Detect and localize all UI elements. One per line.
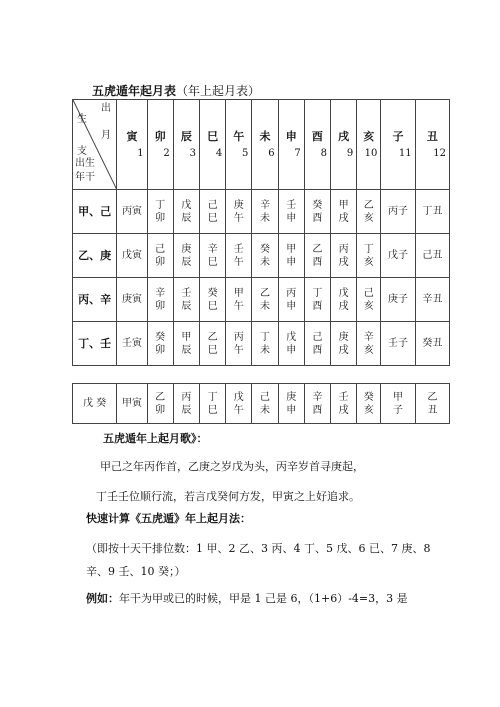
table-cell [304, 190, 330, 234]
cell-text: 戌 [338, 300, 349, 312]
header-row [73, 100, 450, 190]
cell-text: 丑 [427, 404, 438, 416]
header-cell [415, 100, 449, 190]
cell-text: 申 [286, 212, 297, 224]
cell-text: 未 [259, 300, 270, 312]
cell-text: 庚 [338, 331, 349, 343]
cell-text: 丙子 [388, 206, 409, 217]
table-cell [173, 278, 199, 322]
table-cell [252, 322, 278, 366]
cell-text: 午 [233, 256, 244, 268]
table-cell [147, 190, 173, 234]
cell-text: 卯 [155, 256, 166, 268]
table-cell [252, 234, 278, 278]
table-cell [173, 234, 199, 278]
cell-text: 未 [259, 404, 270, 416]
header-number: 8 [320, 147, 327, 159]
table-cell [226, 384, 252, 424]
cell-text: 亥 [363, 344, 374, 356]
corner-label-3: 月 [101, 130, 111, 141]
table-cell [304, 384, 330, 424]
table-cell [226, 278, 252, 322]
header-zhi: 卯 [154, 129, 166, 143]
table-row [73, 322, 450, 366]
cell-text: 庚 [233, 199, 244, 211]
cell-text: 申 [286, 344, 297, 356]
table-cell [147, 278, 173, 322]
header-zhi: 寅 [126, 129, 138, 143]
cell-text: 乙 [259, 287, 270, 299]
cell-text: 壬 [286, 199, 297, 211]
cell-text: 酉 [312, 404, 323, 416]
table-cell [117, 384, 147, 424]
cell-text: 庚 [286, 391, 297, 403]
header-zhi: 亥 [363, 129, 375, 143]
table-cell [331, 322, 357, 366]
cell-text: 申 [286, 404, 297, 416]
table-cell [226, 190, 252, 234]
table-cell [381, 234, 415, 278]
table-cell [117, 190, 147, 234]
table-cell [147, 322, 173, 366]
cell-text: 酉 [312, 300, 323, 312]
month-table [72, 99, 450, 366]
cell-text: 丙 [181, 391, 192, 403]
cell-text: 甲 [393, 391, 404, 403]
table-cell [199, 190, 225, 234]
table-cell [252, 278, 278, 322]
cell-text: 戊寅 [121, 250, 142, 261]
header-zhi: 酉 [311, 129, 323, 143]
table-cell [252, 190, 278, 234]
cell-text: 丁 [259, 331, 270, 343]
header-zhi: 辰 [180, 129, 192, 143]
table-cell [278, 190, 304, 234]
cell-text: 甲 [286, 243, 297, 255]
example-text: 年干为甲或已的时候，甲是 1 己是 6，（1+6）-4=3，3 是 [119, 592, 408, 605]
header-number: 6 [268, 147, 275, 159]
header-cell [304, 100, 330, 190]
header-cell [357, 100, 381, 190]
table-title-main: 五虎遁年起月表 [92, 84, 177, 98]
cell-text: 午 [233, 212, 244, 224]
example-line [86, 590, 408, 606]
cell-text: 乙 [155, 391, 166, 403]
corner-cell [73, 100, 117, 190]
cell-text: 乙 [312, 243, 323, 255]
cell-text: 申 [286, 300, 297, 312]
cell-text: 辛 [155, 287, 166, 299]
table-cell [415, 278, 449, 322]
cell-text: 己 [312, 331, 323, 343]
table-cell [173, 384, 199, 424]
cell-text: 酉 [312, 256, 323, 268]
table-title [92, 82, 260, 99]
table-title-sub: （年上起月表） [176, 84, 261, 98]
cell-text: 戊 [286, 331, 297, 343]
table-row [73, 384, 450, 424]
table-cell [381, 384, 415, 424]
row-label: 甲、己 [73, 190, 117, 234]
header-number: 11 [398, 147, 412, 159]
cell-text: 己 [259, 391, 270, 403]
table-cell [331, 278, 357, 322]
cell-text: 亥 [363, 404, 374, 416]
table-gap [72, 372, 450, 383]
header-number: 3 [189, 147, 196, 159]
table-cell [117, 322, 147, 366]
table-cell [331, 190, 357, 234]
cell-text: 丙 [338, 243, 349, 255]
cell-text: 辛 [207, 243, 218, 255]
cell-text: 丁 [155, 199, 166, 211]
header-cell [252, 100, 278, 190]
table-cell [357, 234, 381, 278]
table-cell [117, 278, 147, 322]
cell-text: 辛 [363, 331, 374, 343]
cell-text: 巳 [207, 212, 218, 224]
cell-text: 辰 [181, 256, 192, 268]
table-cell [199, 234, 225, 278]
table-cell [381, 278, 415, 322]
cell-text: 己 [363, 287, 374, 299]
cell-text: 亥 [363, 256, 374, 268]
header-cell [226, 100, 252, 190]
table-cell [252, 384, 278, 424]
cell-text: 戌 [338, 256, 349, 268]
cell-text: 巳 [207, 344, 218, 356]
header-zhi: 未 [259, 129, 271, 143]
table-cell [278, 234, 304, 278]
cell-text: 戌 [338, 344, 349, 356]
header-number: 10 [364, 147, 378, 159]
header-cell [331, 100, 357, 190]
cell-text: 癸 [155, 331, 166, 343]
cell-text: 乙 [363, 199, 374, 211]
cell-text: 卯 [155, 300, 166, 312]
cell-text: 卯 [155, 212, 166, 224]
calc-line-2: 辛、9 壬、10 癸；） [86, 565, 186, 578]
table-cell [278, 384, 304, 424]
table-cell [304, 278, 330, 322]
header-number: 1 [137, 147, 144, 159]
header-number: 5 [242, 147, 249, 159]
table-cell [381, 322, 415, 366]
table-cell [199, 278, 225, 322]
row-label: 戊 癸 [73, 384, 117, 424]
table-cell [117, 234, 147, 278]
cell-text: 壬子 [388, 338, 409, 349]
cell-text: 未 [259, 344, 270, 356]
table-cell [331, 384, 357, 424]
table-row [73, 278, 450, 322]
cell-text: 乙 [207, 331, 218, 343]
table-cell [357, 322, 381, 366]
header-zhi: 巳 [207, 129, 219, 143]
cell-text: 戊子 [388, 250, 409, 261]
cell-text: 壬 [181, 287, 192, 299]
cell-text: 己 [155, 243, 166, 255]
cell-text: 辰 [181, 300, 192, 312]
cell-text: 酉 [312, 344, 323, 356]
cell-text: 卯 [155, 404, 166, 416]
header-cell [147, 100, 173, 190]
table-cell [357, 384, 381, 424]
cell-text: 亥 [363, 212, 374, 224]
cell-text: 戊 [338, 287, 349, 299]
cell-text: 巳 [207, 300, 218, 312]
cell-text: 丁 [363, 243, 374, 255]
table-cell [415, 384, 449, 424]
header-number: 12 [433, 147, 446, 159]
cell-text: 癸丑 [422, 338, 443, 349]
cell-text: 戊 [233, 391, 244, 403]
cell-text: 壬寅 [121, 338, 142, 349]
cell-text: 巳 [207, 256, 218, 268]
table-cell [331, 234, 357, 278]
cell-text: 丙寅 [121, 206, 142, 217]
table-row [73, 234, 450, 278]
header-cell [199, 100, 225, 190]
cell-text: 亥 [363, 300, 374, 312]
cell-text: 午 [233, 300, 244, 312]
table-cell [147, 234, 173, 278]
cell-text: 辛 [312, 391, 323, 403]
cell-text: 丁丑 [422, 206, 443, 217]
table-cell [415, 234, 449, 278]
corner-label-5: 出生 [75, 158, 95, 169]
cell-text: 申 [286, 256, 297, 268]
cell-text: 辰 [181, 212, 192, 224]
header-number: 9 [346, 147, 354, 159]
row-label: 丁、壬 [73, 322, 117, 366]
calc-line-1: （即按十天干排位数：1 甲、2 乙、3 丙、4 丁、5 戊、6 已、7 庚、8 [86, 542, 431, 555]
cell-text: 卯 [155, 344, 166, 356]
cell-text: 辰 [181, 344, 192, 356]
row-label: 丙、辛 [73, 278, 117, 322]
cell-text: 子 [393, 404, 404, 416]
cell-text: 未 [259, 212, 270, 224]
example-label: 例如： [86, 592, 119, 605]
header-zhi: 戌 [338, 129, 350, 143]
song-line-2: 丁壬壬位顺行流，若言戊癸何方发，甲寅之上好追求。 [96, 490, 360, 503]
header-zhi: 丑 [426, 129, 438, 143]
corner-label-2: 生 [77, 114, 87, 125]
cell-text: 辰 [181, 404, 192, 416]
cell-text: 午 [233, 344, 244, 356]
table-row [73, 190, 450, 234]
header-number: 2 [163, 147, 170, 159]
table-cell [278, 278, 304, 322]
cell-text: 辛丑 [422, 294, 443, 305]
header-cell [173, 100, 199, 190]
cell-text: 戌 [338, 404, 349, 416]
cell-text: 庚寅 [121, 294, 142, 305]
cell-text: 丙 [286, 287, 297, 299]
cell-text: 己 [207, 199, 218, 211]
table-cell [304, 322, 330, 366]
cell-text: 癸 [259, 243, 270, 255]
cell-text: 午 [233, 404, 244, 416]
cell-text: 甲寅 [121, 398, 142, 409]
header-zhi: 子 [392, 129, 404, 143]
wugui-row-table [72, 383, 450, 424]
cell-text: 戊 [181, 199, 192, 211]
table-cell [381, 190, 415, 234]
cell-text: 丁 [207, 391, 218, 403]
song-title: 五虎遁年上起月歌》： [103, 432, 208, 445]
corner-label-1: 出 [101, 103, 111, 114]
table-cell [199, 384, 225, 424]
corner-label-4: 支 [77, 146, 87, 157]
header-number: 4 [215, 147, 223, 159]
header-zhi: 午 [233, 129, 245, 143]
cell-text: 丙 [233, 331, 244, 343]
header-cell [381, 100, 415, 190]
header-zhi: 申 [285, 129, 297, 143]
table-cell [415, 322, 449, 366]
cell-text: 甲 [338, 199, 349, 211]
cell-text: 壬 [338, 391, 349, 403]
cell-text: 壬 [233, 243, 244, 255]
cell-text: 癸 [207, 287, 218, 299]
cell-text: 乙 [427, 391, 438, 403]
song-line-1: 甲己之年丙作首，乙庚之岁戊为头，丙辛岁首寻庚起， [100, 460, 364, 473]
table-cell [357, 278, 381, 322]
cell-text: 甲 [233, 287, 244, 299]
row-label: 乙、庚 [73, 234, 117, 278]
table-cell [173, 190, 199, 234]
cell-text: 癸 [312, 199, 323, 211]
cell-text: 己丑 [422, 250, 443, 261]
cell-text: 甲 [181, 331, 192, 343]
table-cell [226, 234, 252, 278]
cell-text: 酉 [312, 212, 323, 224]
cell-text: 戌 [338, 212, 349, 224]
cell-text: 未 [259, 256, 270, 268]
table-cell [199, 322, 225, 366]
cell-text: 癸 [363, 391, 374, 403]
cell-text: 巳 [207, 404, 218, 416]
table-cell [147, 384, 173, 424]
table-cell [357, 190, 381, 234]
table-cell [173, 322, 199, 366]
table-cell [304, 234, 330, 278]
corner-label-6: 年干 [75, 172, 95, 183]
cell-text: 丁 [312, 287, 323, 299]
header-cell [278, 100, 304, 190]
table-cell [226, 322, 252, 366]
table-cell [415, 190, 449, 234]
header-cell [117, 100, 147, 190]
cell-text: 庚 [181, 243, 192, 255]
cell-text: 辛 [259, 199, 270, 211]
calc-title: 快速计算《五虎遁》年上起月法： [86, 512, 251, 525]
header-number: 7 [294, 147, 301, 159]
table-cell [278, 322, 304, 366]
cell-text: 庚子 [388, 294, 409, 305]
